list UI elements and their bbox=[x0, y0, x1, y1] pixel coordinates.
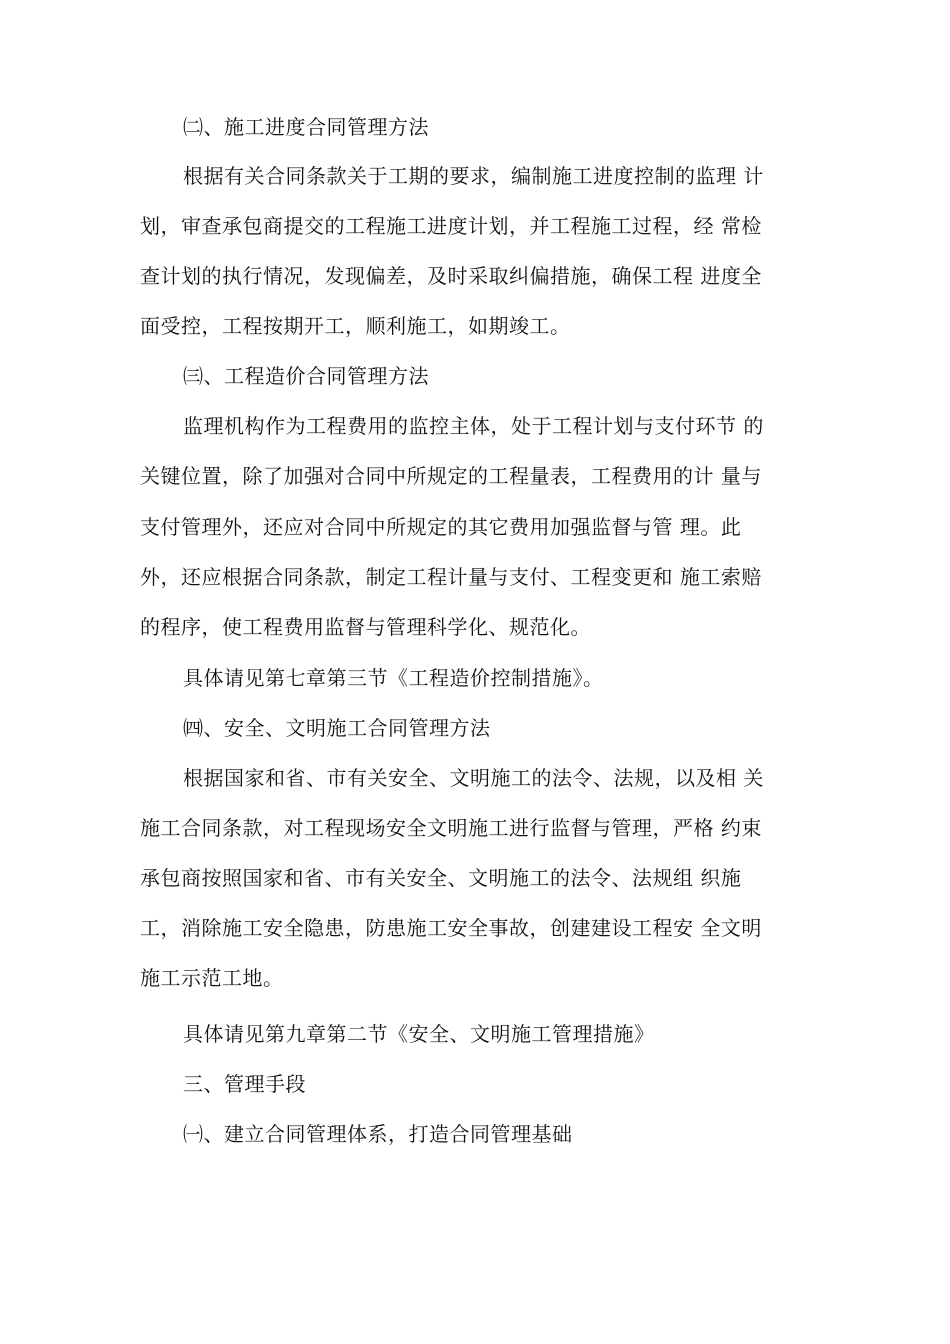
section-heading-cost: ㈢、工程造价合同管理方法 bbox=[183, 364, 429, 388]
paragraph-line: 支付管理外，还应对合同中所规定的其它费用加强监督与管 理。此 bbox=[140, 515, 742, 539]
paragraph-line: 监理机构作为工程费用的监控主体，处于工程计划与支付环节 的 bbox=[183, 414, 764, 438]
paragraph-line: 施工合同条款，对工程现场安全文明施工进行监督与管理，严格 约束 bbox=[140, 816, 762, 840]
paragraph-line: 外，还应根据合同条款，制定工程计量与支付、工程变更和 施工索赔 bbox=[140, 565, 762, 589]
section-heading-safety: ㈣、安全、文明施工合同管理方法 bbox=[183, 716, 491, 740]
paragraph-line: 施工示范工地。 bbox=[140, 966, 284, 990]
paragraph-line: 承包商按照国家和省、市有关安全、文明施工的法令、法规组 织施 bbox=[140, 866, 742, 890]
section-heading-schedule: ㈡、施工进度合同管理方法 bbox=[183, 115, 429, 139]
section-heading-system: ㈠、建立合同管理体系，打造合同管理基础 bbox=[183, 1122, 573, 1146]
paragraph-line: 根据有关合同条款关于工期的要求，编制施工进度控制的监理 计 bbox=[183, 164, 764, 188]
paragraph-line: 的程序，使工程费用监督与管理科学化、规范化。 bbox=[140, 615, 591, 639]
paragraph-line: 划，审查承包商提交的工程施工进度计划，并工程施工过程，经 常检 bbox=[140, 214, 762, 238]
paragraph-line: 根据国家和省、市有关安全、文明施工的法令、法规，以及相 关 bbox=[183, 766, 764, 790]
reference-line: 具体请见第九章第二节《安全、文明施工管理措施》 bbox=[183, 1022, 655, 1046]
paragraph-line: 查计划的执行情况，发现偏差，及时采取纠偏措施，确保工程 进度全 bbox=[140, 264, 762, 288]
section-heading-means: 三、管理手段 bbox=[183, 1072, 306, 1096]
paragraph-line: 工，消除施工安全隐患，防患施工安全事故，创建建设工程安 全文明 bbox=[140, 916, 762, 940]
reference-line: 具体请见第七章第三节《工程造价控制措施》。 bbox=[183, 666, 604, 690]
paragraph-line: 面受控，工程按期开工，顺利施工，如期竣工。 bbox=[140, 314, 571, 338]
paragraph-line: 关键位置，除了加强对合同中所规定的工程量表，工程费用的计 量与 bbox=[140, 464, 762, 488]
